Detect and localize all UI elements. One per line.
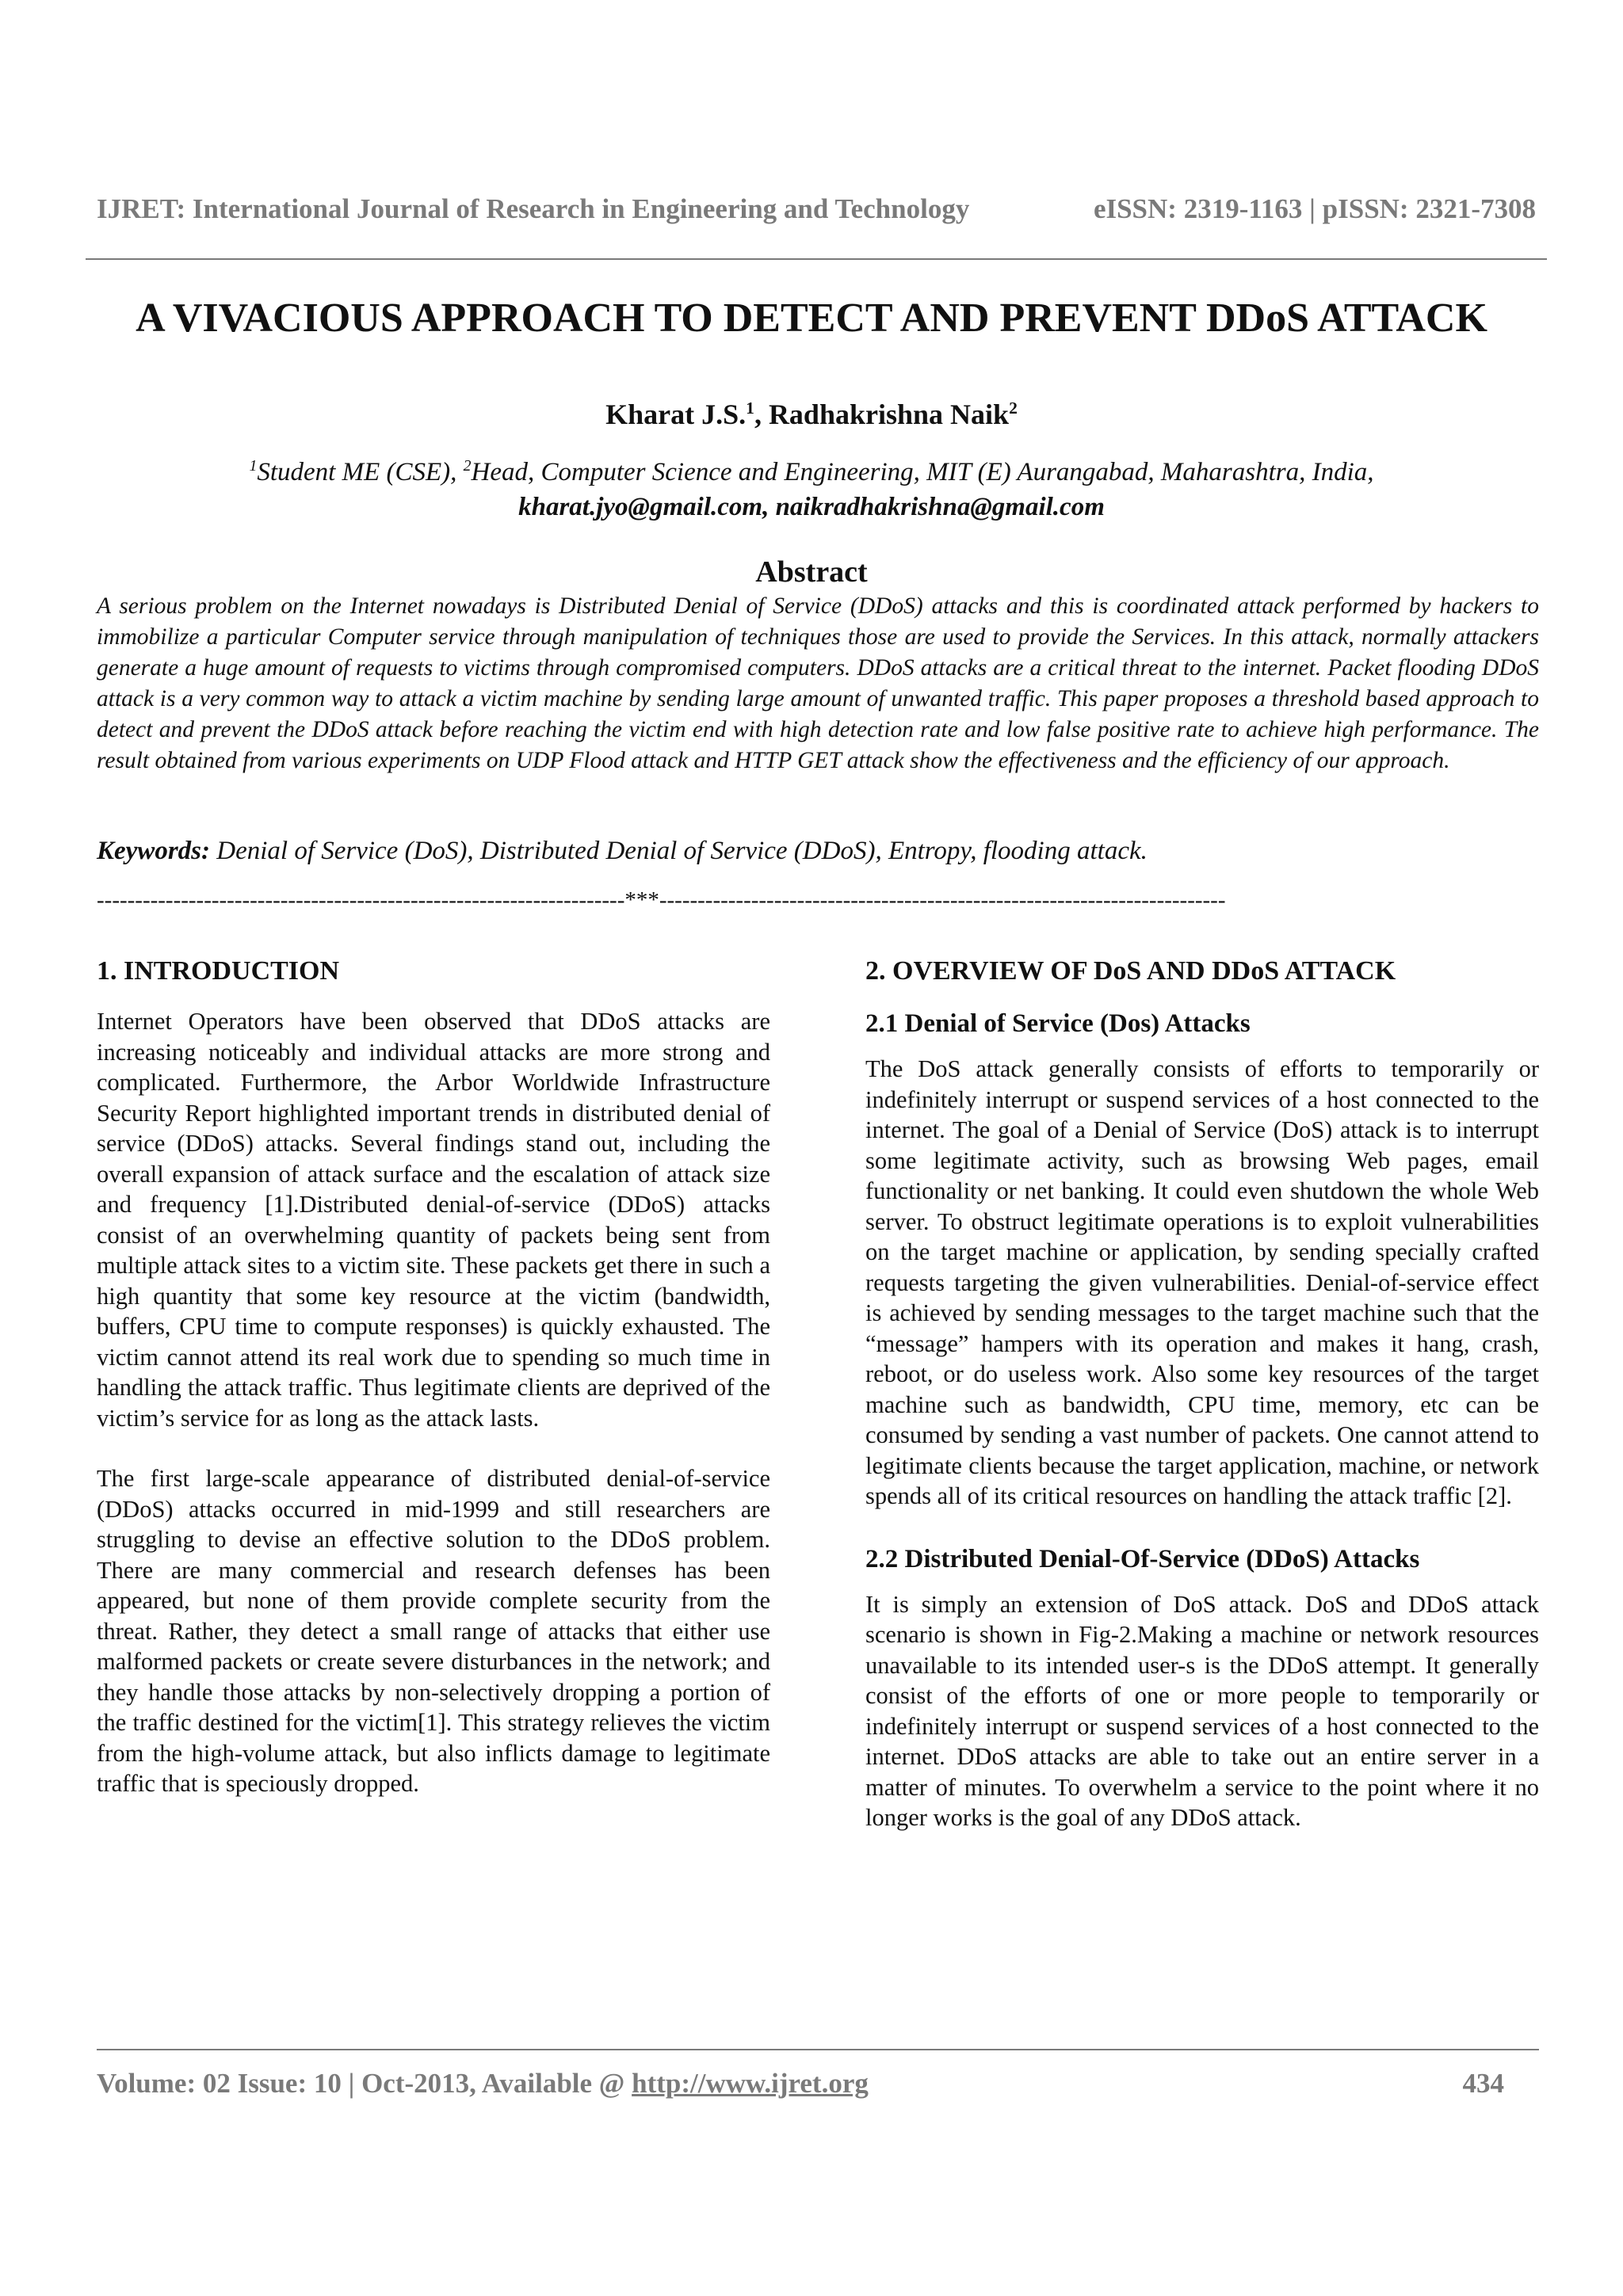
dos-subheading: 2.1 Denial of Service (Dos) Attacks [865,1009,1251,1038]
intro-paragraph-1: Internet Operators have been observed that DDoS attacks are increasing noticeably and individual attacks are more strong and complicated. Furthermore, the Arbor Worldwide Infrastructure Security Report highlighted important trends in distributed denial of service (DDoS) attacks. Several findings stand out, including the overall expansion of attack surface and the escalation of attack size and frequency [1].Distributed denial-of-service (DDoS) attacks consist of an overwhelming quantity of packets being sent from multiple attack sites to a victim site. These packets get there in such a high quantity that some key resource at the victim (bandwidth, buffers, CPU time to compute responses) is quickly exhausted. The victim cannot attend its real work due to spending so much time in handling the attack traffic. Thus legitimate clients are deprived of the victim’s service for as long as the attack lasts. [97,1008,770,1432]
volume-info: Volume: 02 Issue: 10 | Oct-2013, Available @ [97,2068,632,2099]
overview-heading: 2. OVERVIEW OF DoS AND DDoS ATTACK [865,956,1396,986]
affil-sup-2: 2 [463,457,472,475]
affil-sup-1: 1 [249,457,258,475]
running-header [97,193,1536,225]
author-2: Radhakrishna Naik [768,399,1010,430]
affil-part-1: Student ME (CSE), [257,458,464,486]
author-1: Kharat J.S. [605,399,747,430]
paper-title: A VIVACIOUS APPROACH TO DETECT AND PREVENT DDoS ATTACK [136,296,1487,341]
author-line [0,398,1623,431]
keywords-text: Denial of Service (DoS), Distributed Denial of Service (DDoS), Entropy, flooding attack. [210,837,1148,865]
dos-paragraph: The DoS attack generally consists of efforts to temporarily or indefinitely interrupt or suspend services of a host connected to the internet. The goal of a Denial of Service (DoS) attack is to interrupt some legitimate activity, such as browsing Web pages, email functionality or net banking. It could even shutdown the whole Web server. To obstruct legitimate operations is to exploit vulnerabilities on the target machine or application, by sending specially crafted requests targeting the given vulnerabilities. Denial-of-service effect is achieved by sending messages to the target machine such that the “message” hampers with its operation and makes it hang, crash, reboot, or do useless work. Also some key resources of the target machine such as bandwidth, CPU time, memory, etc can be consumed by sending a vast number of packets. One cannot attend to legitimate clients because the target application, machine, or network spends all of its critical resources on handling the attack traffic [2]. [865,1055,1539,1509]
page-number: 434 [1462,2068,1504,2099]
footer-left [97,2068,869,2100]
running-footer [97,2068,1504,2100]
author-2-sup: 2 [1009,399,1018,418]
author-1-sup: 1 [746,399,754,418]
author-emails: kharat.jyo@gmail.com, naikradhakrishna@gmail.com [518,493,1105,521]
header-rule [86,258,1547,260]
intro-paragraph-2: The first large-scale appearance of distributed denial-of-service (DDoS) attacks occurred in mid-1999 and still researchers are struggling to devise an effective solution to the DDoS problem. There are many commercial and research defenses has been appeared, but none of them provide complete security from the threat. Rather, they detect a small range of attacks that either use malformed packets or create severe disturbances in the network; and they handle those attacks by non-selectively dropping a portion of the traffic destined for the victim[1]. This strategy relieves the victim from the high-volume attack, but also inflicts damage to legitimate traffic that is speciously dropped. [97,1465,770,1797]
affiliation [0,458,1623,487]
section-separator: ---------------------------------------------------------------------***-------------------------------------------------------------------------- [97,887,1226,913]
abstract-body: A serious problem on the Internet nowadays is Distributed Denial of Service (DDoS) attacks and this is coordinated attack performed by hackers to immobilize a particular Computer service through manipulation of techniques those are used to provide the Services. In this attack, normally attackers generate a huge amount of requests to victims through compromised computers. DDoS attacks are a critical threat to the internet. Packet flooding DDoS attack is a very common way to attack a victim machine by sending large amount of unwanted traffic. This paper proposes a threshold based approach to detect and prevent the DDoS attack before reaching the victim end with high detection rate and low false positive rate to achieve high performance. The result obtained from various experiments on UDP Flood attack and HTTP GET attack show the effectiveness and the efficiency of our approach. [97,593,1539,773]
keywords-label: Keywords: [97,837,210,865]
left-column [97,954,770,1829]
issn-info: eISSN: 2319-1163 | pISSN: 2321-7308 [1093,193,1536,224]
affil-part-2: Head, Computer Science and Engineering, MIT (E) Aurangabad, Maharashtra, India, [471,458,1374,486]
intro-heading: 1. INTRODUCTION [97,956,340,986]
ddos-paragraph: It is simply an extension of DoS attack. DoS and DDoS attack scenario is shown in Fig-2.Making a machine or network resources unavailable to its intended user-s is the DDoS attempt. It generally consist of the efforts of one or more people to temporarily or indefinitely interrupt or suspend services of a host connected to the internet. DDoS attacks are able to take out an entire server in a matter of minutes. To overwhelm a service to the point where it no longer works is the goal of any DDoS attack. [865,1590,1539,1831]
right-column [865,954,1539,1863]
author-separator: , [754,399,769,430]
ddos-subheading: 2.2 Distributed Denial-Of-Service (DDoS) Attacks [865,1544,1420,1573]
abstract-heading: Abstract [755,555,868,589]
journal-link[interactable]: http://www.ijret.org [632,2068,869,2099]
keywords [97,837,1539,866]
journal-name: IJRET: International Journal of Research in Engineering and Technology [97,193,970,224]
footer-rule [97,2049,1539,2050]
